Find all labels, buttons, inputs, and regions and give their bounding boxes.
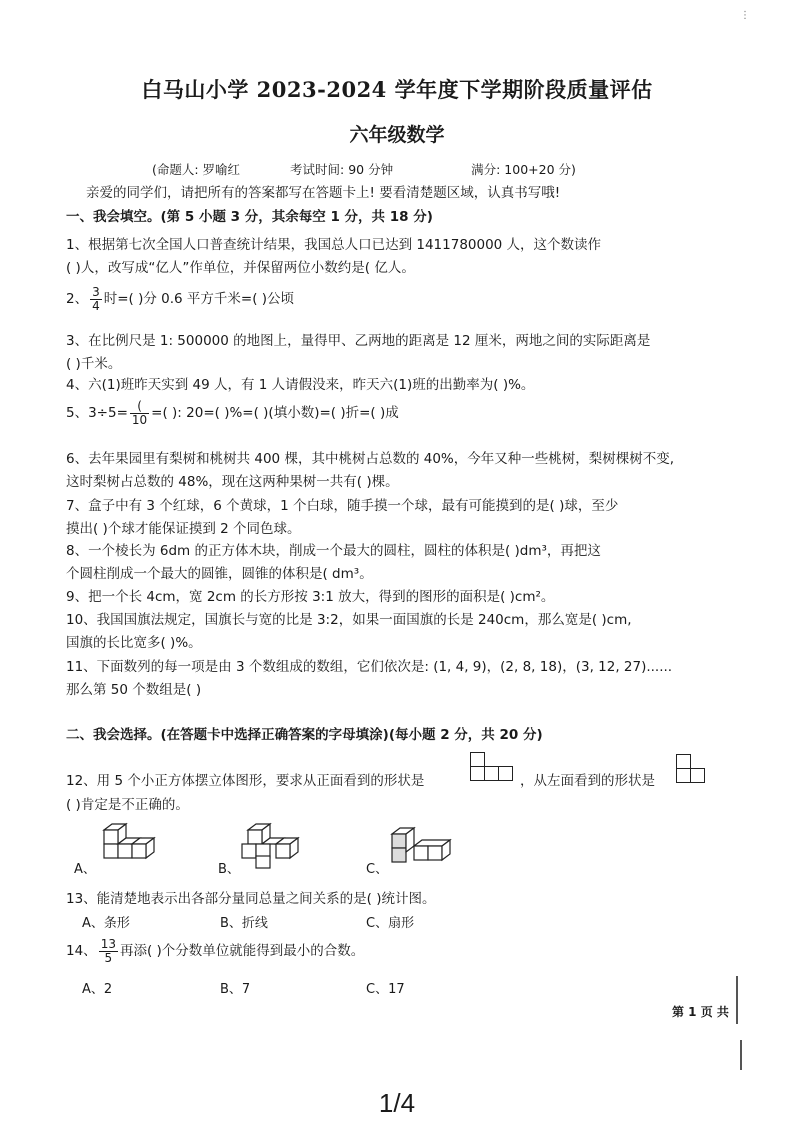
q10-line-b: 国旗的长比宽多( )%。 [66,635,202,651]
q3-line-b: ( )千米。 [66,356,122,372]
q5-fraction [130,400,149,427]
q13-option-b: B、折线 [220,916,268,931]
q13-line: 13、能清楚地表示出各部分量同总量之间关系的是( )统计图。 [66,891,436,907]
q12-option-b-figure [238,822,302,870]
q5-line [66,398,724,428]
time-text: 考试时间: 90 分钟 [290,162,394,177]
section1-heading: 一、我会填空。(第 5 小题 3 分，其余每空 1 分，共 18 分) [66,209,433,225]
corner-mark: ⋮ [740,10,750,21]
q14-option-b: B、7 [220,982,251,997]
q3-line-a: 3、在比例尺是 1: 500000 的地图上，量得甲、乙两地的距离是 12 厘米，两地之间的实际距离是 [66,333,651,349]
q14-fraction [99,938,118,965]
q2-numerator: 3 [92,284,100,299]
q1-line-b: ( )人，改写成“亿人”作单位，并保留两位小数约是( 亿人。 [66,260,415,276]
q11-line-a: 11、下面数列的每一项是由 3 个数组成的数组，它们依次是: (1, 4, 9)，(2, 8, 18)，(3, 12, 27)...... [66,659,673,675]
q14-denominator: 5 [104,950,113,965]
q7-line-a: 7、盒子中有 3 个红球，6 个黄球，1 个白球，随手摸一个球，最有可能摸到的是( )球，至少 [66,498,619,514]
q13-option-a: A、条形 [82,916,130,931]
q14-option-a: A、2 [82,982,113,997]
left-view-figure [676,754,708,786]
section2-heading: 二、我会选择。(在答题卡中选择正确答案的字母填涂)(每小题 2 分，共 20 分) [66,727,543,743]
q2-line [66,284,724,314]
q5-numerator: ( [130,400,149,414]
exam-subtitle: 六年级数学 [349,124,445,146]
q10-line-a: 10、我国国旗法规定，国旗长与宽的比是 3:2，如果一面国旗的长是 240cm，那么宽是( )cm, [66,612,632,628]
left-view-square [690,768,705,783]
q14-line [66,934,724,968]
scan-edge-line [740,1040,742,1070]
q2-rest: 时=( )分 0.6 平方千米=( )公顷 [103,291,295,307]
front-view-square [470,766,485,781]
q14-option-c: C、17 [366,982,405,997]
q12-text-a: 12、用 5 个小正方体摆立体图形，要求从正面看到的形状是 [66,773,425,789]
exam-title: 白马山小学 2023-2024 学年度下学期阶段质量评估 [141,77,653,102]
q2-fraction [90,286,102,313]
q11-line-b: 那么第 50 个数组是( ) [66,682,202,698]
q1-line-a: 1、根据第七次全国人口普查统计结果，我国总人口已达到 1411780000 人，这个数读作 [66,237,602,253]
footer-page-number: 1/4 [378,1088,416,1118]
scan-edge-line [736,976,738,1024]
q14-rest: 再添( )个分数单位就能得到最小的合数。 [119,943,365,959]
left-view-square [676,768,691,783]
q12-option-c-figure [388,826,452,866]
left-view-square [676,754,691,769]
q12-option-a-label: A、 [74,862,96,877]
q4-line: 4、六(1)班昨天实到 49 人，有 1 人请假没来，昨天六(1)班的出勤率为( )%。 [66,377,535,393]
q6-line-a: 6、去年果园里有梨树和桃树共 400 棵，其中桃树占总数的 40%，今年又种一些桃树，梨树棵树不变, [66,451,675,467]
q5-denominator: 10 [131,412,148,427]
exam-meta [152,160,576,178]
front-view-square [484,766,499,781]
score-text: 满分: 100+20 分) [471,162,576,177]
q13-option-c: C、扇形 [366,916,415,931]
q5-rest: =( ): 20=( )%=( )(填小数)=( )折=( )成 [151,405,399,421]
q14-prefix: 14、 [66,943,97,959]
q2-denominator: 4 [92,298,100,313]
q12-text-b: ，从左面看到的形状是 [520,773,655,789]
q12-line-c: ( )肯定是不正确的。 [66,797,189,813]
intro-text: 亲爱的同学们，请把所有的答案都写在答题卡上! 要看清楚题区域，认真书写哦! [86,185,561,201]
page-label: 第 1 页 共 [672,1005,729,1019]
q8-line-a: 8、一个棱长为 6dm 的正方体木块，削成一个最大的圆柱，圆柱的体积是( )dm³，再把这 [66,543,601,559]
front-view-figure [470,752,516,784]
q6-line-b: 这时梨树占总数的 48%，现在这两种果树一共有( )棵。 [66,474,399,490]
q2-prefix: 2、 [66,291,89,307]
q12-option-a-figure [98,822,158,866]
author-text: (命题人: 罗喻红 [152,162,241,177]
q12-option-c-label: C、 [366,862,389,877]
q9-line: 9、把一个长 4cm，宽 2cm 的长方形按 3:1 放大，得到的图形的面积是( )cm²。 [66,589,555,605]
q12-option-b-label: B、 [218,862,240,877]
front-view-square [470,752,485,767]
front-view-square [498,766,513,781]
q5-prefix: 5、3÷5= [66,405,128,421]
q8-line-b: 个圆柱削成一个最大的圆锥，圆锥的体积是( dm³。 [66,566,373,582]
q14-numerator: 13 [100,936,116,951]
q7-line-b: 摸出( )个球才能保证摸到 2 个同色球。 [66,521,301,537]
